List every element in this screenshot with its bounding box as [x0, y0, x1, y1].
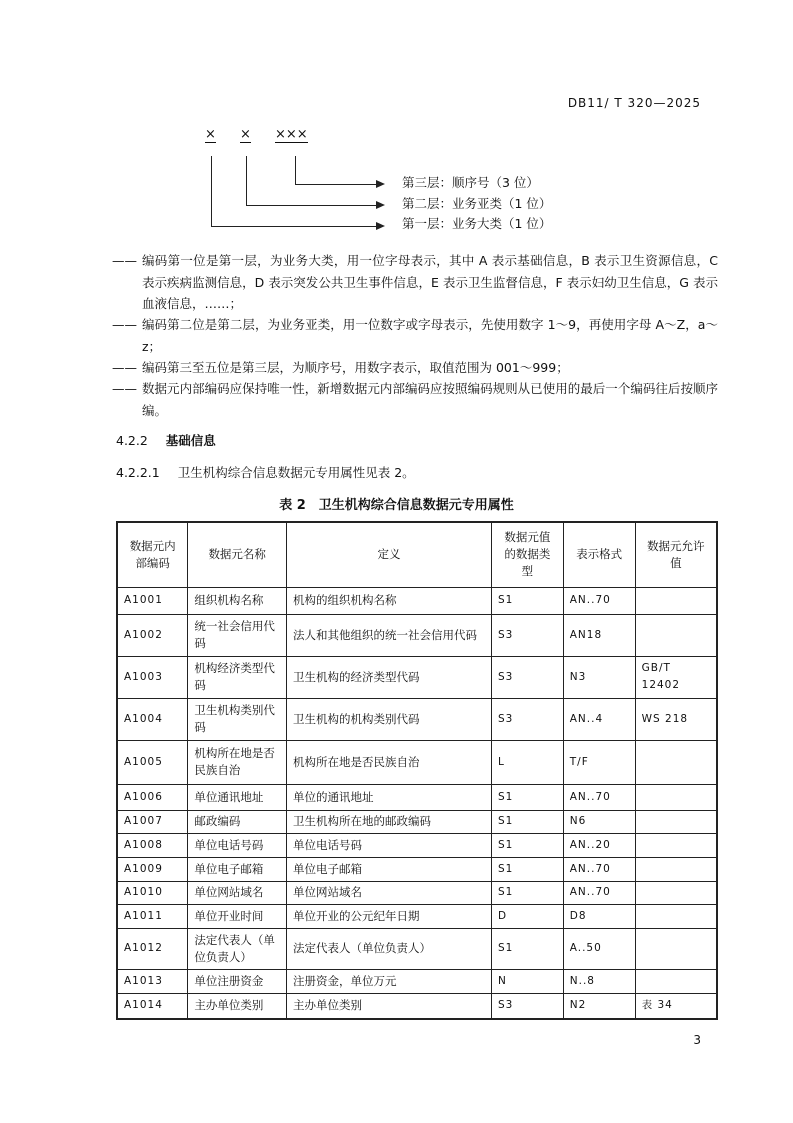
- table-cell: A1007: [117, 810, 188, 833]
- table-cell: 单位的通讯地址: [287, 784, 492, 810]
- table-cell: L: [491, 740, 563, 784]
- table-cell: 卫生机构所在地的邮政编码: [287, 810, 492, 833]
- table-cell: [635, 881, 717, 904]
- mark-layer2: ×: [240, 127, 251, 142]
- paragraph-3: [112, 357, 718, 379]
- table-cell: WS 218: [635, 698, 717, 740]
- table-header-row: [117, 522, 717, 587]
- table-cell: [635, 928, 717, 969]
- table-cell: 组织机构名称: [188, 587, 287, 614]
- table-cell: 机构经济类型代码: [188, 656, 287, 698]
- arrow-icon: [376, 201, 385, 209]
- table-cell: AN..70: [563, 857, 635, 881]
- mark-layer1: ×: [205, 127, 216, 142]
- table-cell: AN18: [563, 614, 635, 656]
- table-cell: GB/T 12402: [635, 656, 717, 698]
- table-row: [117, 833, 717, 857]
- dash: ——: [112, 360, 137, 375]
- table-cell: 主办单位类别: [188, 993, 287, 1019]
- table-cell: AN..70: [563, 784, 635, 810]
- table-cell: [635, 587, 717, 614]
- table-cell: [635, 784, 717, 810]
- section-number: 4.2.2: [116, 433, 148, 448]
- table-row: [117, 810, 717, 833]
- table-cell: S3: [491, 698, 563, 740]
- table-cell: S1: [491, 857, 563, 881]
- table-cell: A1006: [117, 784, 188, 810]
- paragraph-2: [112, 314, 718, 357]
- table-cell: A1010: [117, 881, 188, 904]
- dash: ——: [112, 317, 137, 332]
- table-cell: S1: [491, 587, 563, 614]
- table-cell: A1001: [117, 587, 188, 614]
- paragraph-text: 编码第一位是第一层，为业务大类，用一位字母表示，其中 A 表示基础信息，B 表示卫生资源信息，C 表示疾病监测信息，D 表示突发公共卫生事件信息，E 表示卫生监督信息，F 表示妇幼卫生信息，G 表示血液信息，……；: [142, 253, 718, 311]
- table-cell: [635, 810, 717, 833]
- column-header: 数据元内部编码: [117, 522, 188, 587]
- table-cell: 机构所在地是否民族自治: [287, 740, 492, 784]
- table-cell: D: [491, 904, 563, 928]
- table-cell: [635, 904, 717, 928]
- label-layer2: 第二层：业务亚类（1 位）: [402, 196, 552, 211]
- paragraph-text: 数据元内部编码应保持唯一性，新增数据元内部编码应按照编码规则从已使用的最后一个编码往后按顺序编。: [142, 381, 718, 418]
- table-row: [117, 784, 717, 810]
- paragraph-text: 编码第三至五位是第三层，为顺序号，用数字表示，取值范围为 001～999；: [142, 360, 569, 375]
- column-header: 定义: [287, 522, 492, 587]
- table-cell: A1003: [117, 656, 188, 698]
- table-cell: N6: [563, 810, 635, 833]
- table-cell: N..8: [563, 969, 635, 993]
- table-cell: 注册资金，单位万元: [287, 969, 492, 993]
- table-cell: 卫生机构的经济类型代码: [287, 656, 492, 698]
- column-header: 数据元值的数据类型: [491, 522, 563, 587]
- table-cell: A1002: [117, 614, 188, 656]
- label-layer1: 第一层：业务大类（1 位）: [402, 216, 552, 231]
- table-cell: D8: [563, 904, 635, 928]
- table-cell: T/F: [563, 740, 635, 784]
- table-cell: A1004: [117, 698, 188, 740]
- table-cell: 单位开业时间: [188, 904, 287, 928]
- table-cell: 表 34: [635, 993, 717, 1019]
- table-cell: S1: [491, 810, 563, 833]
- subsection-text: 卫生机构综合信息数据元专用属性见表 2。: [177, 465, 415, 480]
- table-cell: 机构的组织机构名称: [287, 587, 492, 614]
- page-number: 3: [693, 1033, 701, 1047]
- table-cell: 单位通讯地址: [188, 784, 287, 810]
- arrow-icon: [376, 180, 385, 188]
- table-row: [117, 881, 717, 904]
- table-row: [117, 656, 717, 698]
- table-cell: N: [491, 969, 563, 993]
- table-cell: 单位网站域名: [287, 881, 492, 904]
- table-cell: N3: [563, 656, 635, 698]
- table-row: [117, 698, 717, 740]
- table-cell: 法人和其他组织的统一社会信用代码: [287, 614, 492, 656]
- column-header: 数据元允许值: [635, 522, 717, 587]
- table-cell: 单位电子邮箱: [287, 857, 492, 881]
- table-caption: 表 2 卫生机构综合信息数据元专用属性: [279, 498, 514, 513]
- table-cell: 单位电话号码: [287, 833, 492, 857]
- table-cell: 单位电话号码: [188, 833, 287, 857]
- table-cell: 单位开业的公元纪年日期: [287, 904, 492, 928]
- table-cell: A1009: [117, 857, 188, 881]
- table-cell: S3: [491, 614, 563, 656]
- paragraph-4: [112, 378, 718, 421]
- table-cell: A1012: [117, 928, 188, 969]
- data-element-table: [116, 521, 718, 1020]
- table-cell: S3: [491, 993, 563, 1019]
- table-cell: S1: [491, 784, 563, 810]
- table-cell: S3: [491, 656, 563, 698]
- table-cell: AN..4: [563, 698, 635, 740]
- column-header: 表示格式: [563, 522, 635, 587]
- table-row: [117, 904, 717, 928]
- table-row: [117, 587, 717, 614]
- dash: ——: [112, 381, 137, 396]
- table-cell: N2: [563, 993, 635, 1019]
- table-cell: A1013: [117, 969, 188, 993]
- label-layer3: 第三层：顺序号（3 位）: [402, 175, 539, 190]
- table-cell: 法定代表人（单位负责人）: [287, 928, 492, 969]
- table-cell: S1: [491, 833, 563, 857]
- column-header: 数据元名称: [188, 522, 287, 587]
- section-title: 基础信息: [165, 433, 216, 448]
- table-cell: A1011: [117, 904, 188, 928]
- mark-layer3: ×××: [275, 127, 308, 142]
- table-cell: 卫生机构类别代码: [188, 698, 287, 740]
- table-row: [117, 969, 717, 993]
- table-cell: [635, 740, 717, 784]
- table-cell: S1: [491, 881, 563, 904]
- paragraph-text: 编码第二位是第二层，为业务亚类，用一位数字或字母表示，先使用数字 1～9，再使用字母 A～Z，a～z；: [142, 317, 718, 354]
- table-row: [117, 857, 717, 881]
- table-cell: A1008: [117, 833, 188, 857]
- table-cell: 法定代表人（单位负责人）: [188, 928, 287, 969]
- table-cell: 统一社会信用代码: [188, 614, 287, 656]
- dash: ——: [112, 253, 137, 268]
- paragraph-1: [112, 250, 718, 315]
- section-heading: [116, 431, 216, 449]
- table-cell: [635, 969, 717, 993]
- table-cell: 主办单位类别: [287, 993, 492, 1019]
- table-cell: A1014: [117, 993, 188, 1019]
- table-row: [117, 993, 717, 1019]
- table-cell: 单位注册资金: [188, 969, 287, 993]
- table-cell: A..50: [563, 928, 635, 969]
- table-cell: [635, 614, 717, 656]
- table-cell: S1: [491, 928, 563, 969]
- subsection: [116, 463, 415, 481]
- table-cell: [635, 833, 717, 857]
- table-row: [117, 614, 717, 656]
- table-cell: AN..70: [563, 587, 635, 614]
- document-code: DB11/ T 320—2025: [567, 96, 701, 110]
- table-row: [117, 740, 717, 784]
- table-cell: AN..20: [563, 833, 635, 857]
- table-cell: 卫生机构的机构类别代码: [287, 698, 492, 740]
- table-row: [117, 928, 717, 969]
- table-cell: [635, 857, 717, 881]
- table-cell: 单位电子邮箱: [188, 857, 287, 881]
- table-cell: 单位网站域名: [188, 881, 287, 904]
- subsection-number: 4.2.2.1: [116, 465, 160, 480]
- arrow-icon: [376, 222, 385, 230]
- table-cell: AN..70: [563, 881, 635, 904]
- table-cell: 邮政编码: [188, 810, 287, 833]
- table-cell: 机构所在地是否民族自治: [188, 740, 287, 784]
- table-cell: A1005: [117, 740, 188, 784]
